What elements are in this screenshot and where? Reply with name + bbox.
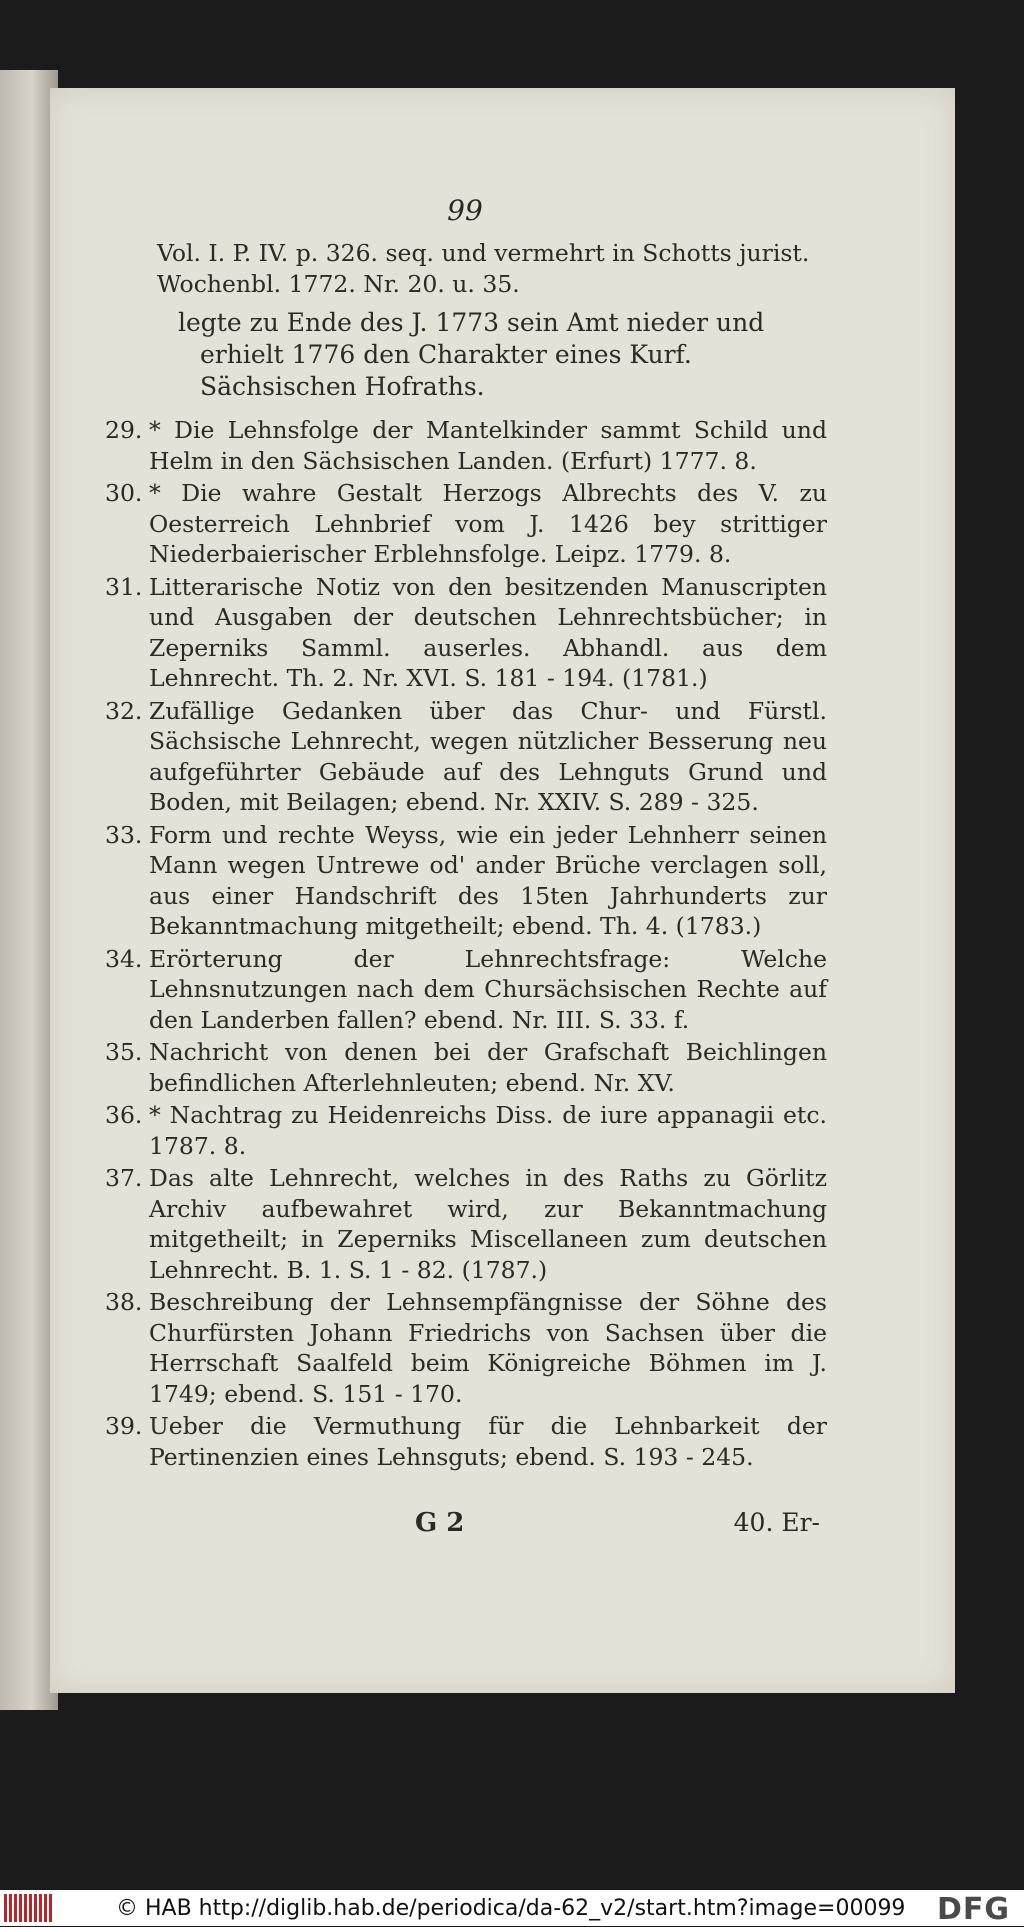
page-body <box>105 238 827 1474</box>
list-item <box>105 415 827 476</box>
signature-mark: G 2 <box>415 1508 465 1538</box>
list-item <box>105 1411 827 1472</box>
entry-number: 33. <box>105 820 143 849</box>
list-item <box>105 696 827 818</box>
list-item <box>105 478 827 570</box>
list-item <box>105 1163 827 1285</box>
entry-text: Erörterung der Lehnrechtsfrage: Welche Lehnsnutzungen nach dem Chursächsischen Rechte auf den Landerben fallen? ebend. Nr. III. S. 33. f. <box>149 944 827 1034</box>
entry-text: Das alte Lehnrecht, welches in des Raths zu Görlitz Archiv aufbewahret wird, zur Bekanntmachung mitgetheilt; in Zeperniks Miscellaneen zum deutschen Lehnrecht. B. 1. S. 1 - 82. (1787.) <box>149 1164 827 1284</box>
entry-number: 29. <box>105 416 143 444</box>
entry-text: Ueber die Vermuthung für die Lehnbarkeit der Pertinenzien eines Lehnsguts; ebend. S. 193 - 245. <box>149 1412 827 1471</box>
book-page <box>50 88 955 1693</box>
list-item <box>105 820 827 942</box>
dfg-logo: DFG <box>936 1892 1010 1927</box>
entry-text: * Nachtrag zu Heidenreichs Diss. de iure appanagii etc. 1787. 8. <box>149 1101 827 1160</box>
entry-text: * Die Lehnsfolge der Mantelkinder sammt Schild und Helm in den Sächsischen Landen. (Erfurt) 1777. 8. <box>149 416 827 475</box>
entry-text: Beschreibung der Lehnsempfängnisse der Söhne des Churfürsten Johann Friedrichs von Sachsen über die Herrschaft Saalfeld beim Königreiche Böhmen im J. 1749; ebend. S. 151 - 170. <box>149 1288 827 1408</box>
entry-number: 31. <box>105 572 143 601</box>
entry-text: Zufällige Gedanken über das Chur- und Fürstl. Sächsische Lehnrecht, wegen nützlicher Besserung neu aufgeführter Gebäude auf des Lehnguts Grund und Boden, mit Beilagen; ebend. Nr. XXIV. S. 289 - 325. <box>149 696 827 816</box>
entry-list <box>105 415 827 1472</box>
intro-paragraph: legte zu Ende des J. 1773 sein Amt nieder und erhielt 1776 den Charakter eines Kurf. Sächsischen Hofraths. <box>178 308 765 401</box>
entry-number: 30. <box>105 479 143 507</box>
copyright-bar <box>0 1890 1024 1926</box>
list-item <box>105 1100 827 1161</box>
entry-text: Nachricht von denen bei der Grafschaft Beichlingen befindlichen Afterlehnleuten; ebend. Nr. XV. <box>149 1038 827 1097</box>
entry-number: 38. <box>105 1288 143 1316</box>
entry-number: 36. <box>105 1101 143 1129</box>
list-item <box>105 572 827 694</box>
entry-text: Litterarische Notiz von den besitzenden Manuscripten und Ausgaben der deutschen Lehnrechtsbücher; in Zeperniks Samml. auserles. Abhandl. aus dem Lehnrecht. Th. 2. Nr. XVI. S. 181 - 194. (1781.) <box>149 572 827 692</box>
barcode-icon <box>4 1894 52 1922</box>
list-item <box>105 1037 827 1098</box>
entry-number: 37. <box>105 1164 143 1192</box>
list-item <box>105 944 827 1036</box>
copyright-link[interactable]: © HAB http://diglib.hab.de/periodica/da-62_v2/start.htm?image=00099 <box>116 1895 906 1921</box>
entry-number: 39. <box>105 1412 143 1440</box>
page-number: 99 <box>447 194 483 227</box>
reference-line: Vol. I. P. IV. p. 326. seq. und vermehrt in Schotts jurist. Wochenbl. 1772. Nr. 20. u. 35. <box>157 239 810 298</box>
entry-number: 32. <box>105 696 143 725</box>
entry-text: * Die wahre Gestalt Herzogs Albrechts des V. zu Oesterreich Lehnbrief vom J. 1426 bey strittiger Niederbaierischer Erblehnsfolge. Leipz. 1779. 8. <box>149 479 827 568</box>
entry-number: 35. <box>105 1038 143 1066</box>
list-item <box>105 1287 827 1409</box>
catchword: 40. Er- <box>733 1508 820 1537</box>
entry-number: 34. <box>105 944 143 973</box>
entry-text: Form und rechte Weyss, wie ein jeder Lehnherr seinen Mann wegen Untrewe od' ander Brüche verclagen soll, aus einer Handschrift des 15ten Jahrhunderts zur Bekanntmachung mitgetheilt; ebend. Th. 4. (1783.) <box>149 820 827 940</box>
